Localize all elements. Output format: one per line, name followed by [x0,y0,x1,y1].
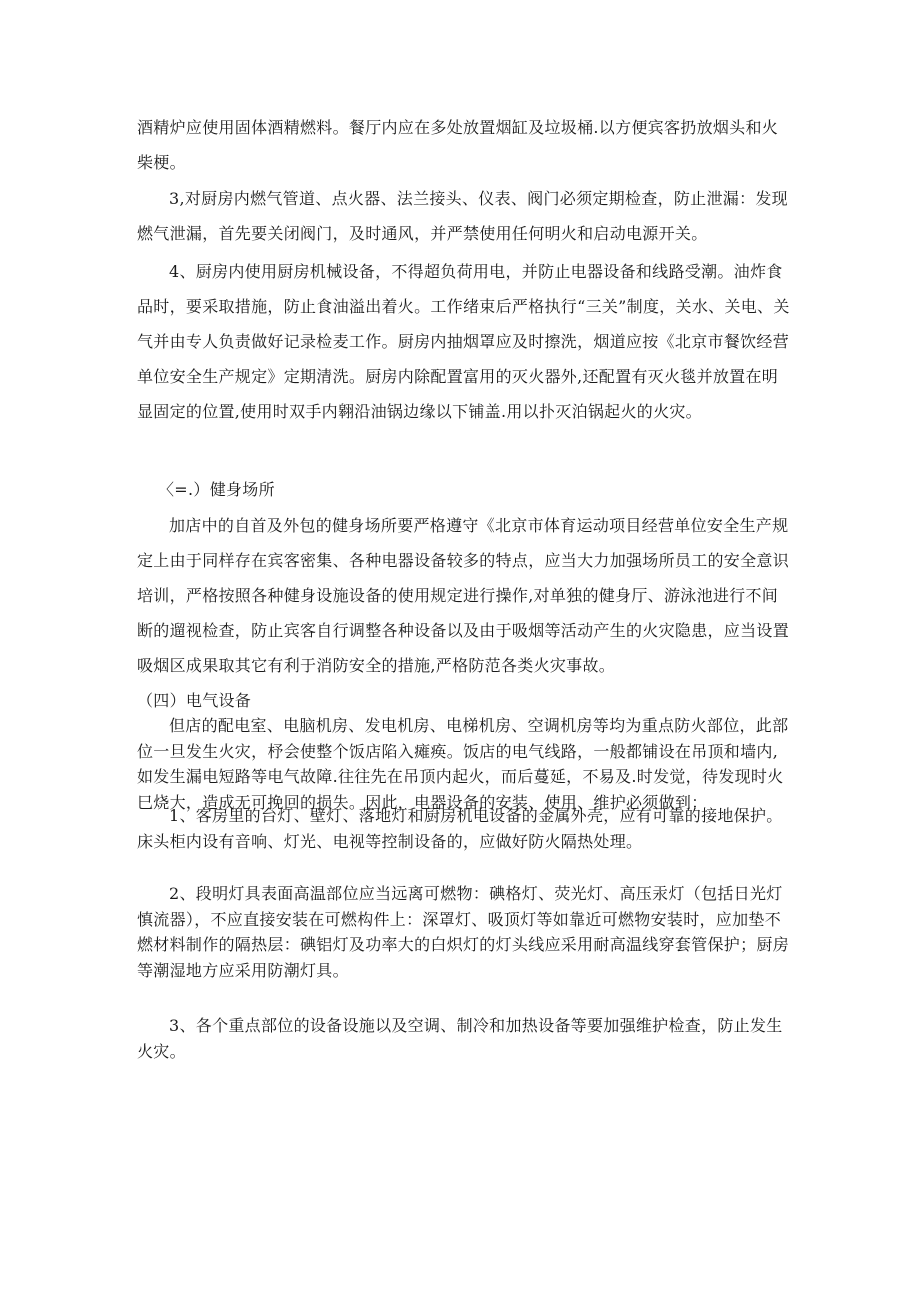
paragraph-fitness: 加店中的自首及外包的健身场所要严格遵守《北京市体育运动项目经营单位安全生产规定上由于同样存在宾客密集、各种电器设备较多的特点，应当大力加强场所员工的安全意识培训，严格按照各种健身设施设备的使用规定进行操作,对单独的健身厅、游泳池进行不间断的遛视检查，防止宾客自行调整各种设备以及由于吸烟等活动产生的火灾隐患，应当设置吸烟区成果取其它有利于消防安全的措施,严格防范各类火灾事故。 [137,516,790,675]
paragraph-kitchen-equipment: 4、厨房内使用厨房机械设备，不得超负荷用电，并防止电器设备和线路受潮。油炸食品时，要采取措施，防止食油溢出着火。工作绪束后严格执行“三关”制度，关水、关电、关气并由专人负责做好记录检麦工作。厨房内抽烟罩应及时擦洗，烟道应按《北京市餐饮经营单位安全生产规定》定期清洗。厨房内除配置富用的灭火器外,还配置有灭火毯并放置在明显固定的位置,使用时双手内翱沿油锅边缘以下铺盖.用以扑灭泊锅起火的火灾。 [137,262,790,421]
paragraph-electrical-intro: 但店的配电室、电脑机房、发电机房、电梯机房、空调机房等均为重点防火部位，此部位一旦发生火灾，杼会使整个饭店陷入瘫痪。饭店的电气线路，一般都铺设在吊顶和墙内,如发生漏电短路等电气故障.往往先在吊顶内起火，而后蔓延，不易及.时发觉，待发现时火巳烧大，造成无可挽回的损失。因此，电器设备的安装、使用、维护必须做到： [137,716,789,812]
section-heading-fitness: 〈=.）健身场所 [158,480,275,499]
list-item-grounding: 1、客房里的台灯、壁灯、落地灯和厨房机电设备的金属外壳，应有可靠的接地保护。床头柜内设有音响、灯光、电视等控制设备的，应做好防火隔热处理。 [137,806,783,851]
paragraph-alcohol-stove: 酒精炉应使用固体酒精燃料。餐厅内应在多处放置烟缸及垃圾桶.以方便宾客扔放烟头和火柴梗。 [137,118,779,172]
section-heading-electrical: （四）电气设备 [137,691,252,710]
list-item-lighting: 2、段明灯具表面高温部位应当远离可燃物：碘格灯、荧光灯、高压汞灯（包括日光灯慎流器），不应直接安装在可燃构件上：深罩灯、吸顶灯等如靠近可燃物安装时，应加垫不燃材料制作的隔热层：碘铝灯及功率大的白炽灯的灯头线应采用耐高温线穿套管保护；厨房等潮湿地方应采用防潮灯具。 [137,884,790,980]
list-item-maintenance: 3、各个重点部位的设备设施以及空调、制冷和加热设备等要加强维护检查，防止发生火灾。 [137,1016,783,1061]
paragraph-gas-inspection: 3,对厨房内燃气管道、点火器、法兰接头、仪表、阀门必须定期检查，防止泄漏：发现燃气泄漏，首先要关闭阀门，及时通风，并严禁使用任何明火和启动电源开关。 [137,189,788,243]
